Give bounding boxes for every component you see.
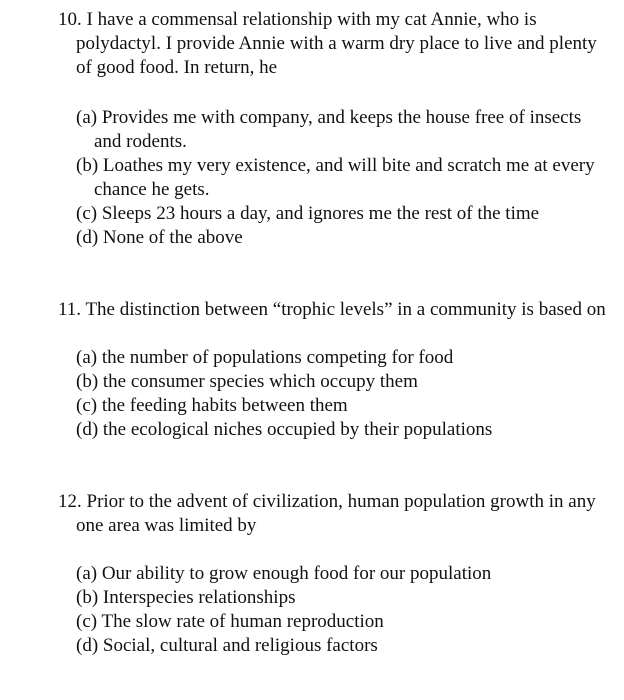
question-10 [0, 8, 624, 250]
question-10-options [76, 106, 606, 250]
question-12-option-b: (b) Interspecies relationships [76, 587, 296, 608]
question-11-options [76, 346, 606, 442]
question-11-option-c: (c) the feeding habits between them [76, 395, 348, 416]
question-10-option-a: (a) Provides me with company, and keeps the house free of insects and rodents. [76, 107, 582, 152]
question-11-stem: 11. The distinction between “trophic levels” in a community is based on [58, 299, 606, 320]
question-12-option-d: (d) Social, cultural and religious factors [76, 635, 378, 656]
question-11 [0, 298, 624, 442]
question-10-option-b: (b) Loathes my very existence, and will bite and scratch me at every chance he gets. [76, 155, 595, 200]
question-12-option-a: (a) Our ability to grow enough food for our population [76, 563, 492, 584]
question-10-stem: 10. I have a commensal relationship with my cat Annie, who is polydactyl. I provide Annie with a warm dry place to live and plenty of good food. In return, he [58, 9, 597, 78]
question-10-option-d: (d) None of the above [76, 227, 243, 248]
question-11-option-b: (b) the consumer species which occupy them [76, 371, 418, 392]
question-10-option-c: (c) Sleeps 23 hours a day, and ignores me the rest of the time [76, 203, 540, 224]
question-12-stem: 12. Prior to the advent of civilization, human population growth in any one area was limited by [58, 491, 596, 536]
question-12-option-c: (c) The slow rate of human reproduction [76, 611, 384, 632]
question-12-options [76, 562, 606, 658]
question-11-option-d: (d) the ecological niches occupied by their populations [76, 419, 493, 440]
question-12 [0, 490, 624, 658]
question-11-option-a: (a) the number of populations competing for food [76, 347, 454, 368]
